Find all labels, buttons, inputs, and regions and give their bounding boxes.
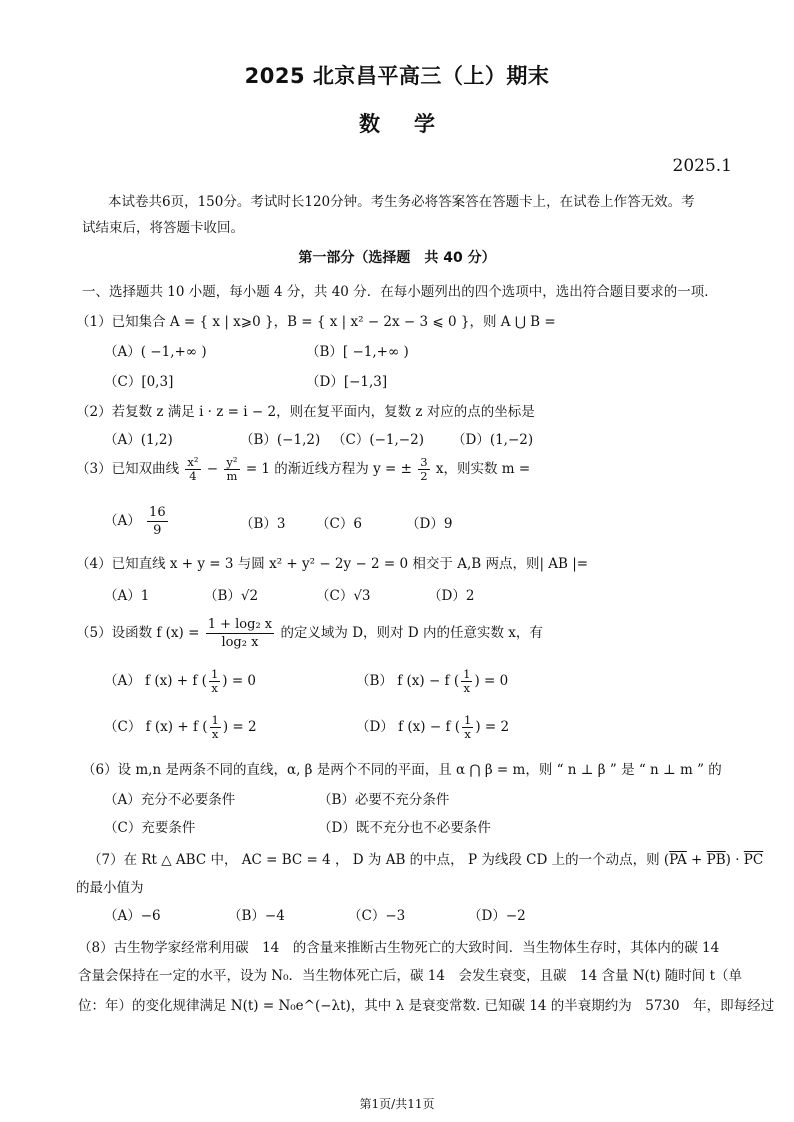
vector-pa: $\overline{PA}$ bbox=[669, 852, 687, 868]
question-2-option-d: （D）(1,−2) bbox=[452, 432, 534, 448]
question-2-option-b: （B）(−1,2) bbox=[240, 432, 321, 448]
question-8-line-1: （8）古生物学家经常利用碳 14 的含量来推断古生物死亡的大致时间．当生物体生存时，其体内的碳 14 bbox=[78, 940, 720, 956]
page-title: 2025 北京昌平高三（上）期末 bbox=[244, 64, 550, 88]
question-5-option-c: （C） f (x) + f ( $\frac{1}{x}$ ) = 2 bbox=[104, 713, 257, 741]
vector-pc: $\overline{PC}$ bbox=[743, 852, 764, 868]
fraction-x2-over-4: $\frac{\text{x²}}{4}$ bbox=[187, 455, 199, 483]
question-7-stem: （7）在 Rt △ ABC 中， AC = BC = 4 ， D 为 AB 的中点， P 为线段 CD 上的一个动点，则 $(\overline{PA} + \overline{PB}) \cdot \overline{PC}$ bbox=[88, 852, 764, 868]
question-4-stem: （4）已知直线 x + y = 3 与圆 x² + y² − 2y − 2 = 0 相交于 A,B 两点，则| AB |= bbox=[76, 556, 589, 572]
question-7-option-b: （B）−4 bbox=[228, 908, 285, 924]
question-3-option-b: （B）3 bbox=[240, 516, 286, 532]
question-2-option-a: （A）(1,2) bbox=[104, 432, 173, 448]
question-4-option-b: （B）√2 bbox=[204, 588, 259, 604]
exam-date: 2025.1 bbox=[672, 156, 732, 176]
question-5-option-d: （D） f (x) − f ( $\frac{1}{x}$ ) = 2 bbox=[356, 713, 510, 741]
intro-line-1: 本试卷共6页，150分。考试时长120分钟。考生务必将答案答在答题卡上，在试卷上作答无效。考 bbox=[108, 194, 695, 210]
fraction-1-over-x: $\frac{1}{x}$ bbox=[464, 713, 472, 741]
question-8-line-3: 位：年）的变化规律满足 N(t) = N₀e^(−λt)，其中 λ 是衰变常数. 已知碳 14 的半衰期约为 5730 年，即每经过 bbox=[78, 998, 775, 1014]
section-title: 第一部分（选择题 共 40 分） bbox=[298, 250, 496, 266]
fraction-y2-over-m: $\frac{\text{y²}}{m}$ bbox=[226, 455, 238, 483]
question-6-option-d: （D）既不充分也不必要条件 bbox=[318, 820, 491, 836]
question-3-option-d: （D）9 bbox=[406, 516, 453, 532]
subject-title: 数学 bbox=[359, 112, 469, 136]
section-instruction: 一、选择题共 10 小题，每小题 4 分，共 40 分．在每小题列出的四个选项中，选出符合题目要求的一项． bbox=[82, 284, 718, 300]
page-number: 第1页/共11页 bbox=[359, 1097, 435, 1111]
question-1-option-c: （C）[0,3] bbox=[104, 374, 174, 390]
question-5-option-b: （B） f (x) − f ( $\frac{1}{x}$ ) = 0 bbox=[356, 667, 509, 695]
question-5-option-a: （A） f (x) + f ( $\frac{1}{x}$ ) = 0 bbox=[104, 667, 257, 695]
question-6-option-a: （A）充分不必要条件 bbox=[104, 792, 236, 808]
question-3-option-c: （C）6 bbox=[316, 516, 362, 532]
question-5-stem: （5）设函数 f (x) = $\frac{\text{1 + log₂ x}}{\text{log₂ x}}$ 的定义域为 D，则对 D 内的任意实数 x，有 bbox=[76, 617, 543, 650]
question-8-line-2: 含量会保持在一定的水平，设为 N₀．当生物体死亡后，碳 14 会发生衰变，且碳 14 含量 N(t) 随时间 t（单 bbox=[78, 968, 743, 984]
question-6-stem: （6）设 m,n 是两条不同的直线，α, β 是两个不同的平面，且 α ⋂ β = m，则 “ n ⊥ β ” 是 “ n ⊥ m ” 的 bbox=[82, 762, 722, 778]
fraction-16-over-9: $\frac{16}{9}$ bbox=[149, 505, 166, 538]
question-7-stem-continued: 的最小值为 bbox=[76, 880, 144, 896]
question-1-option-a: （A）( −1,+∞ ) bbox=[104, 344, 207, 360]
question-2-option-c: （C）(−1,−2) bbox=[332, 432, 424, 448]
question-6-option-b: （B）必要不充分条件 bbox=[318, 792, 450, 808]
fraction-1-over-x: $\frac{1}{x}$ bbox=[210, 667, 219, 695]
question-1-option-d: （D）[−1,3] bbox=[306, 374, 388, 390]
fraction-log-function: $\frac{\text{1 + log₂ x}}{\text{log₂ x}}$ bbox=[207, 617, 273, 650]
fraction-3-over-2: $\frac{3}{2}$ bbox=[420, 455, 428, 483]
fraction-1-over-x: $\frac{1}{x}$ bbox=[463, 667, 471, 695]
question-4-option-c: （C）√3 bbox=[316, 588, 371, 604]
question-7-option-d: （D）−2 bbox=[468, 908, 526, 924]
vector-pb: $\overline{PB}$ bbox=[706, 852, 726, 868]
question-2-stem: （2）若复数 z 满足 i · z = i − 2，则在复平面内，复数 z 对应的点的坐标是 bbox=[76, 404, 535, 420]
question-3-option-a: （A） $\frac{16}{9}$ bbox=[104, 505, 166, 538]
question-3-stem: （3）已知双曲线 $\frac{\text{x²}}{4}$ − $\frac{\text{y²}}{m}$ = 1 的渐近线方程为 y = ± $\frac{3}{2}$ x，则实数 m = bbox=[76, 455, 531, 483]
question-4-option-a: （A）1 bbox=[104, 588, 150, 604]
fraction-1-over-x: $\frac{1}{x}$ bbox=[211, 713, 219, 741]
question-7-option-c: （C）−3 bbox=[348, 908, 406, 924]
question-1-option-b: （B）[ −1,+∞ ) bbox=[306, 344, 409, 360]
intro-line-2: 试结束后，将答题卡收回。 bbox=[82, 220, 244, 236]
question-1-stem: （1）已知集合 A = { x | x⩾0 }，B = { x | x² − 2x − 3 ⩽ 0 }，则 A ⋃ B = bbox=[76, 314, 556, 330]
question-7-option-a: （A）−6 bbox=[104, 908, 161, 924]
question-4-option-d: （D）2 bbox=[428, 588, 475, 604]
question-6-option-c: （C）充要条件 bbox=[104, 820, 196, 836]
